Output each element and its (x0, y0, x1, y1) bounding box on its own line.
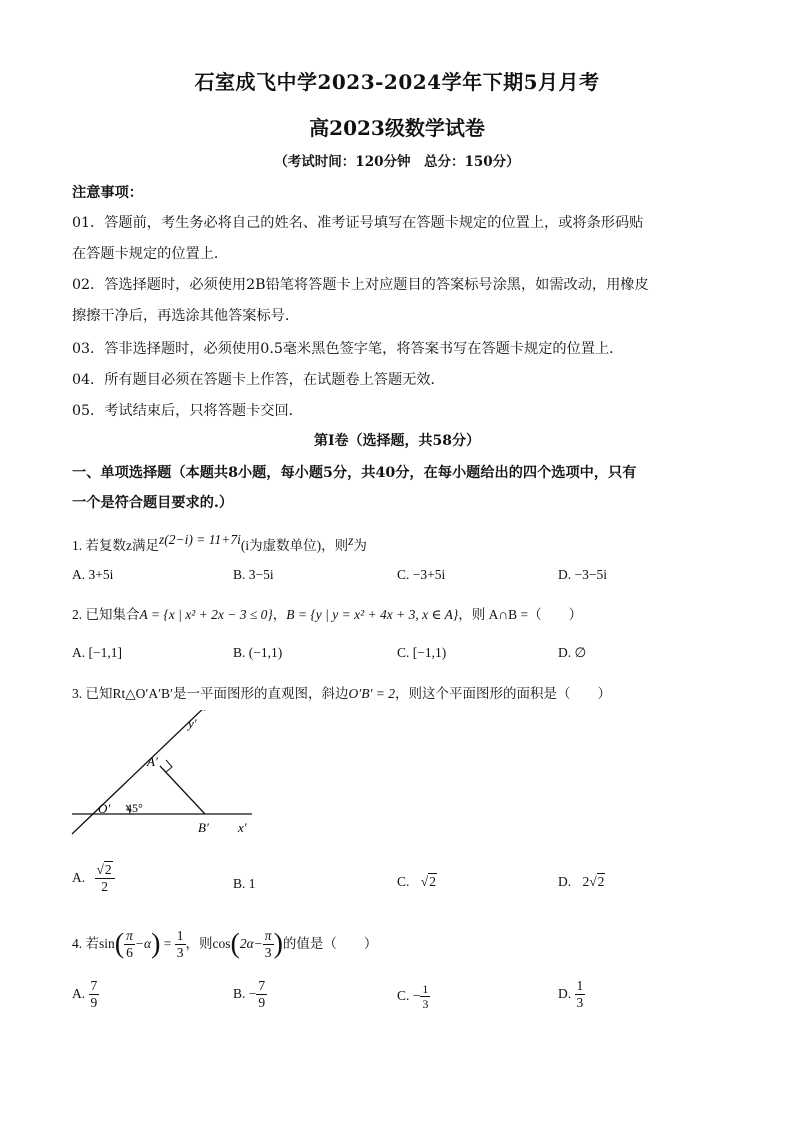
exam-title: 石室成飞中学2023-2024学年下期5月月考 (194, 70, 600, 94)
y-axis-label: y′ (188, 716, 197, 731)
q1-option-d: D. −3−5i (558, 567, 607, 582)
section1-heading: 一、单项选择题（本题共8小题，每小题5分，共40分，在每小题给出的四个选项中，只有 (72, 465, 637, 481)
question-1 (72, 534, 367, 554)
q4-one-third: $\frac{1}{3}$ (176, 928, 184, 961)
question-3 (72, 682, 611, 702)
q3-option-b: B. 1 (233, 876, 256, 891)
point-a-label: A′ (147, 754, 158, 769)
q3-option-d-value: 2√2 (582, 874, 605, 889)
q3-option-d (558, 874, 605, 890)
q3-prefix: 3. 已知Rt△O′A′B′是一平面图形的直观图，斜边 (72, 686, 349, 701)
notice-item-2-cont: 擦擦干净后，再选涂其他答案标号． (72, 308, 300, 324)
right-angle-mark (166, 760, 172, 772)
exam-subtitle: 高2023级数学试卷 (309, 116, 485, 140)
q3-option-c (397, 874, 437, 890)
q3-option-a (72, 862, 115, 895)
q2-set-b: B = {y | y = x² + 4x + 3, x ∈ A} (286, 607, 459, 622)
q3-figure (60, 710, 270, 840)
q4-option-c: C. − $\frac{1}{3}$ (397, 982, 429, 1012)
q2-prefix: 2. 已知集合 (72, 607, 140, 622)
question-4: 4. 若sin( $\frac{\pi}{6}$ −α) = $\frac{1}{3}$ ，则cos(2α− $\frac{\pi}{3}$ )的值是（ ） (72, 928, 378, 961)
part1-title: 第Ⅰ卷（选择题，共58分） (313, 433, 481, 449)
question-2: 2. 已知集合A = {x | x² + 2x − 3 ≤ 0}，B = {y | y = x² + 4x + 3, x ∈ A}，则 A∩B =（ ） (72, 607, 583, 622)
q2-suffix: ，则 A∩B =（ ） (458, 607, 583, 622)
q1-suffix: 为 (353, 538, 367, 553)
q2-option-b: B. (−1,1) (233, 645, 283, 660)
q1-mid: (i为虚数单位)，则 (240, 538, 349, 553)
q1-option-b: B. 3−5i (233, 567, 274, 582)
q4-option-d: D. $\frac{1}{3}$ (558, 978, 584, 1011)
q4-pi-over-6: $\frac{\pi}{6}$ (126, 928, 133, 961)
q2-option-a: A. [−1,1] (72, 645, 122, 660)
q2-option-c: C. [−1,1) (397, 645, 447, 660)
section1-heading-cont: 一个是符合题目要求的.） (72, 495, 234, 511)
notice-item-2: 02．答选择题时，必须使用2B铅笔将答题卡上对应题目的答案标号涂黑，如需改动，用橡皮 (72, 277, 649, 293)
notice-item-1: 01．答题前，考生务必将自己的姓名、准考证号填写在答题卡规定的位置上，或将条形码贴 (72, 215, 644, 231)
notice-item-1-cont: 在答题卡规定的位置上． (72, 246, 229, 262)
q3-formula: O′B′ = 2 (348, 686, 396, 701)
q4-option-b: B. − $\frac{7}{9}$ (233, 978, 266, 1011)
notice-item-5: 05．考试结束后，只将答题卡交回． (72, 403, 303, 419)
q1-var: z (348, 533, 354, 548)
angle-label: 45° (126, 801, 143, 815)
q3-option-c-value: √2 (420, 874, 436, 889)
q2-set-a: A = {x | x² + 2x − 3 ≤ 0} (139, 607, 273, 622)
q3-option-a-value: $\frac{√2}{2}$ (95, 862, 115, 895)
x-axis-label: x′ (238, 820, 247, 835)
q3-option-a-letter: A. (72, 869, 86, 885)
notice-item-3: 03．答非选择题时，必须使用0.5毫米黑色签字笔，将答案书写在答题卡规定的位置上． (72, 341, 624, 357)
q3-option-c-letter: C. (397, 874, 410, 889)
exam-info: （考试时间：120分钟 总分：150分） (274, 154, 520, 170)
point-b-label: B′ (198, 820, 209, 835)
q1-formula: z(2−i) = 11+7i (159, 532, 241, 547)
q3-suffix: ，则这个平面图形的面积是（ ） (395, 686, 612, 701)
notice-label: 注意事项： (72, 185, 143, 201)
q4-option-a: A. $\frac{7}{9}$ (72, 978, 98, 1011)
q1-option-a: A. 3+5i (72, 567, 114, 582)
segment-a-b (160, 766, 205, 814)
notice-item-4: 04．所有题目必须在答题卡上作答，在试题卷上答题无效． (72, 372, 445, 388)
q1-option-c: C. −3+5i (397, 567, 446, 582)
q3-option-d-letter: D. (558, 874, 572, 889)
point-o-label: O′ (98, 801, 111, 816)
q2-option-d: D. ∅ (558, 645, 587, 660)
q4-pi-over-3: $\frac{\pi}{3}$ (264, 928, 272, 961)
q1-prefix: 1. 若复数z满足 (72, 538, 159, 553)
